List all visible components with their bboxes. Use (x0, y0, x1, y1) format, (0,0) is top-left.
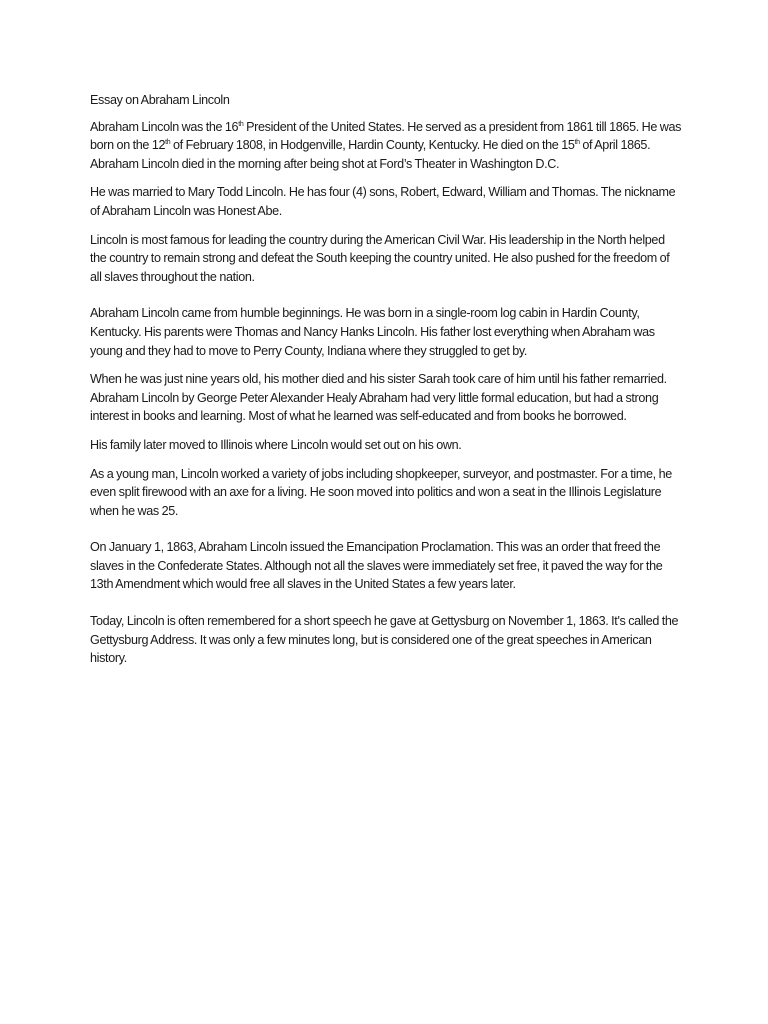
paragraph-illinois: His family later moved to Illinois where Lincoln would set out on his own. (90, 437, 462, 452)
ordinal-suffix: th (574, 139, 580, 147)
paragraph-civil-war: Lincoln is most famous for leading the country during the American Civil War. His leadership in the North helped the country to remain strong and defeat the South keeping the country united. He also pushed for the freedom of all slaves throughout the nation. (90, 232, 670, 284)
paragraph-intro-text-4: of April 1865. Abraham Lincoln died in the morning after being shot at Ford’s Theater in Washington D.C. (90, 138, 651, 171)
paragraph-intro (90, 118, 682, 174)
paragraph-young-man: As a young man, Lincoln worked a variety of jobs including shopkeeper, surveyor, and postmaster. For a time, he even split firewood with an axe for a living. He soon moved into politics and won a seat in the Illinois Legislature when he was 25. (90, 466, 672, 518)
ordinal-suffix: th (238, 120, 244, 128)
paragraph-beginnings: Abraham Lincoln came from humble beginnings. He was born in a single-room log cabin in Hardin County, Kentucky. His parents were Thomas and Nancy Hanks Lincoln. His father lost everything when Abraham was young and they had to move to Perry County, Indiana where they struggled to get by. (90, 306, 655, 358)
paragraph-family: He was married to Mary Todd Lincoln. He has four (4) sons, Robert, Edward, William and Thomas. The nickname of Abraham Lincoln was Honest Abe. (90, 185, 676, 218)
paragraph-intro-text-1: Abraham Lincoln was the 16 (90, 119, 239, 134)
paragraph-intro-text-3: of February 1808, in Hodgenville, Hardin County, Kentucky. He died on the 15 (170, 138, 575, 153)
document-page (90, 91, 682, 678)
ordinal-suffix: th (165, 139, 171, 147)
paragraph-emancipation: On January 1, 1863, Abraham Lincoln issued the Emancipation Proclamation. This was an order that freed the slaves in the Confederate States. Although not all the slaves were immediately set free, it paved the way for the 13th Amendment which would free all slaves in the United States a few years later. (90, 540, 663, 592)
paragraph-intro-text-2: President of the United States. He served as a president from 1861 till 1865. He was born on the 12 (90, 119, 682, 153)
document-title: Essay on Abraham Lincoln (90, 93, 230, 107)
paragraph-gettysburg: Today, Lincoln is often remembered for a short speech he gave at Gettysburg on November 1, 1863. It's called the Gettysburg Address. It was only a few minutes long, but is considered one of the great speeches in American history. (90, 614, 679, 666)
paragraph-childhood: When he was just nine years old, his mother died and his sister Sarah took care of him until his father remarried. Abraham Lincoln by George Peter Alexander Healy Abraham had very little formal education, but had a strong interest in books and learning. Most of what he learned was self-educated and from books he borrowed. (90, 372, 667, 424)
